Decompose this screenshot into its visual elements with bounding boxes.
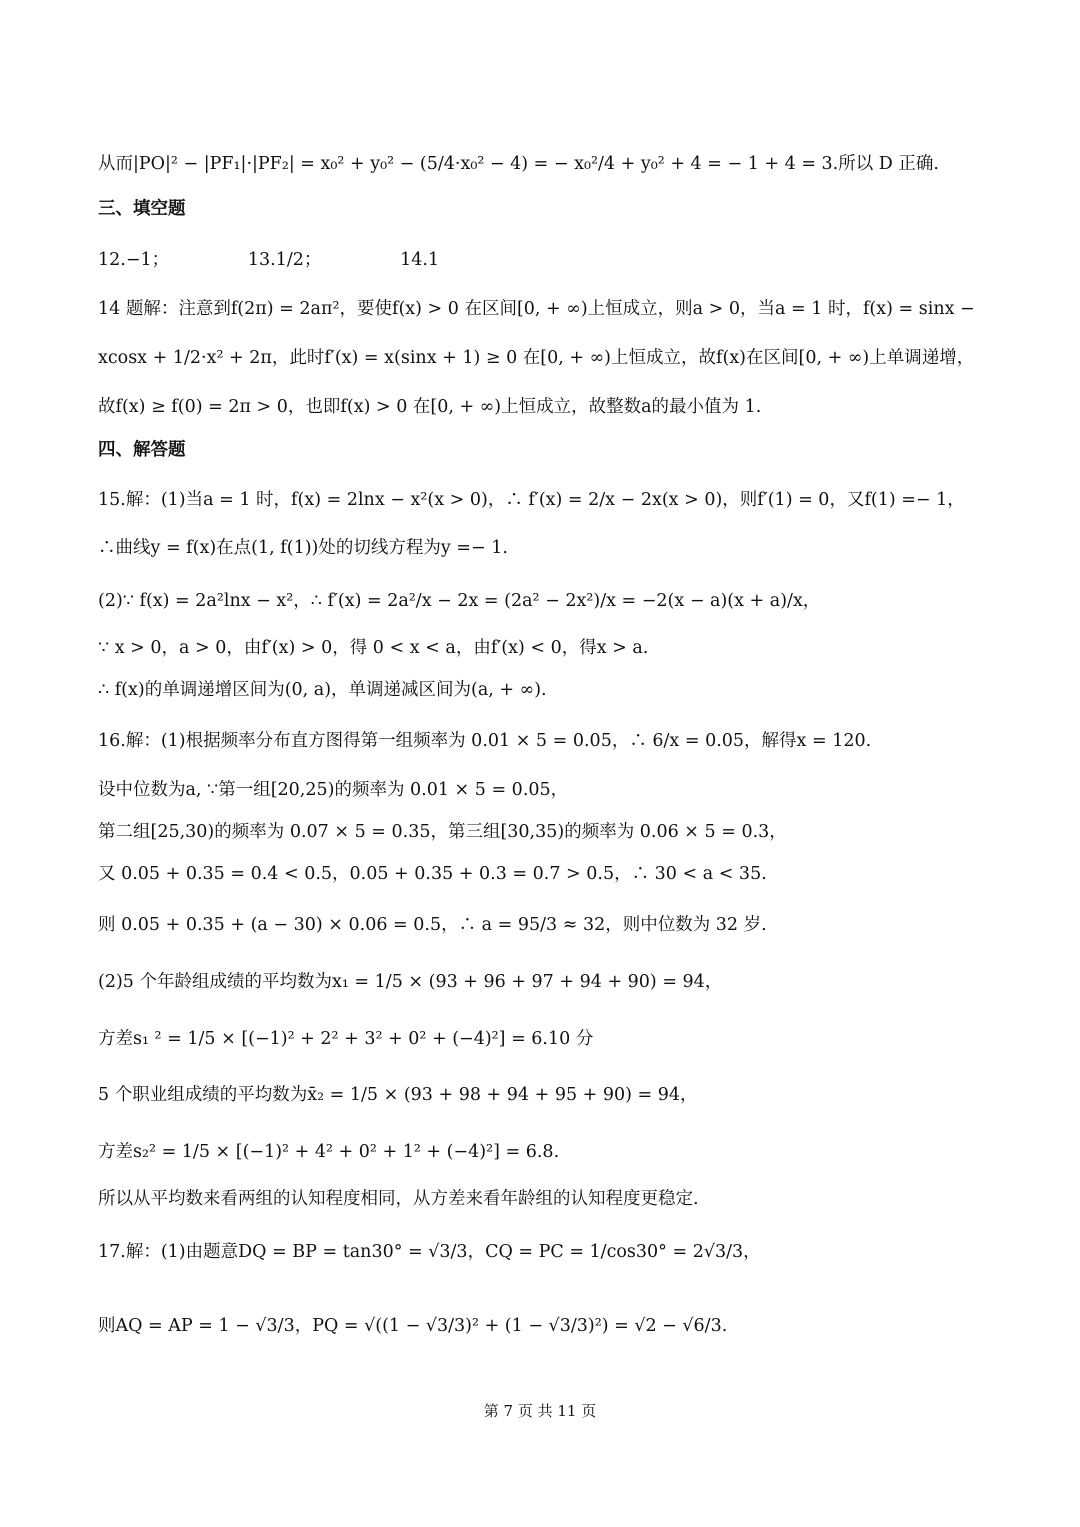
line-q15-b: ∴曲线y = f(x)在点(1, f(1))处的切线方程为y =− 1. <box>98 538 508 558</box>
line-q16-i: 方差s₂² = 1/5 × [(−1)² + 4² + 0² + 1² + (−4)²] = 6.8. <box>98 1142 560 1162</box>
line-q16-d: 又 0.05 + 0.35 = 0.4 < 0.5，0.05 + 0.35 + 0.3 = 0.7 > 0.5，∴ 30 < a < 35. <box>98 864 767 884</box>
line-q14-c: 故f(x) ≥ f(0) = 2π > 0，也即f(x) > 0 在[0, + ∞)上恒成立，故整数a的最小值为 1. <box>98 397 762 417</box>
line-q17-b: 则AQ = AP = 1 − √3/3，PQ = √((1 − √3/3)² + (1 − √3/3)²) = √2 − √6/3. <box>98 1316 728 1336</box>
line-q16-h: 5 个职业组成绩的平均数为x̄₂ = 1/5 × (93 + 98 + 94 + 95 + 90) = 94， <box>98 1085 698 1105</box>
line-q15-a: 15.解：(1)当a = 1 时，f(x) = 2lnx − x²(x > 0)，∴ f′(x) = 2/x − 2x(x > 0)，则f′(1) = 0，又f(1) =− 1， <box>98 490 965 510</box>
line-q16-j: 所以从平均数来看两组的认知程度相同，从方差来看年龄组的认知程度更稳定. <box>98 1189 699 1209</box>
line-q16-f: (2)5 个年龄组成绩的平均数为x₁ = 1/5 × (93 + 96 + 97 + 94 + 90) = 94， <box>98 972 723 992</box>
line-q16-e: 则 0.05 + 0.35 + (a − 30) × 0.06 = 0.5，∴ a = 95/3 ≈ 32，则中位数为 32 岁. <box>98 915 767 935</box>
line-q17-a: 17.解：(1)由题意DQ = BP = tan30° = √3/3，CQ = PC = 1/cos30° = 2√3/3， <box>98 1242 761 1262</box>
line-q16-a: 16.解：(1)根据频率分布直方图得第一组频率为 0.01 × 5 = 0.05，∴ 6/x = 0.05，解得x = 120. <box>98 731 872 751</box>
line-q16-b: 设中位数为a, ∵第一组[20,25)的频率为 0.01 × 5 = 0.05， <box>98 780 569 800</box>
line-po-conclusion: 从而|PO|² − |PF₁|·|PF₂| = x₀² + y₀² − (5/4·x₀² − 4) = − x₀²/4 + y₀² + 4 = − 1 + 4 = 3.所以 D 正确. <box>98 154 939 174</box>
section-heading-solutions: 四、解答题 <box>98 440 186 460</box>
line-q15-d: ∵ x > 0，a > 0，由f′(x) > 0，得 0 < x < a，由f′(x) < 0，得x > a. <box>98 638 649 658</box>
line-answers-12-14: 12.−1； 13.1/2； 14.1 <box>98 250 440 270</box>
line-q16-g: 方差s₁ ² = 1/5 × [(−1)² + 2² + 3² + 0² + (−4)²] = 6.10 分 <box>98 1029 594 1049</box>
line-q14-b: xcosx + 1/2·x² + 2π，此时f′(x) = x(sinx + 1) ≥ 0 在[0, + ∞)上恒成立，故f(x)在区间[0, + ∞)上单调递增， <box>98 348 975 368</box>
line-q15-e: ∴ f(x)的单调递增区间为(0, a)，单调递减区间为(a, + ∞). <box>98 680 547 700</box>
line-q15-c: (2)∵ f(x) = 2a²lnx − x²，∴ f′(x) = 2a²/x − 2x = (2a² − 2x²)/x = −2(x − a)(x + a)/x， <box>98 591 821 611</box>
line-q14-a: 14 题解：注意到f(2π) = 2aπ²，要使f(x) > 0 在区间[0, + ∞)上恒成立，则a > 0，当a = 1 时，f(x) = sinx − <box>98 299 975 319</box>
line-q16-c: 第二组[25,30)的频率为 0.07 × 5 = 0.35，第三组[30,35)的频率为 0.06 × 5 = 0.3， <box>98 822 787 842</box>
page-footer: 第 7 页 共 11 页 <box>483 1402 597 1420</box>
section-heading-fill-blank: 三、填空题 <box>98 199 186 219</box>
